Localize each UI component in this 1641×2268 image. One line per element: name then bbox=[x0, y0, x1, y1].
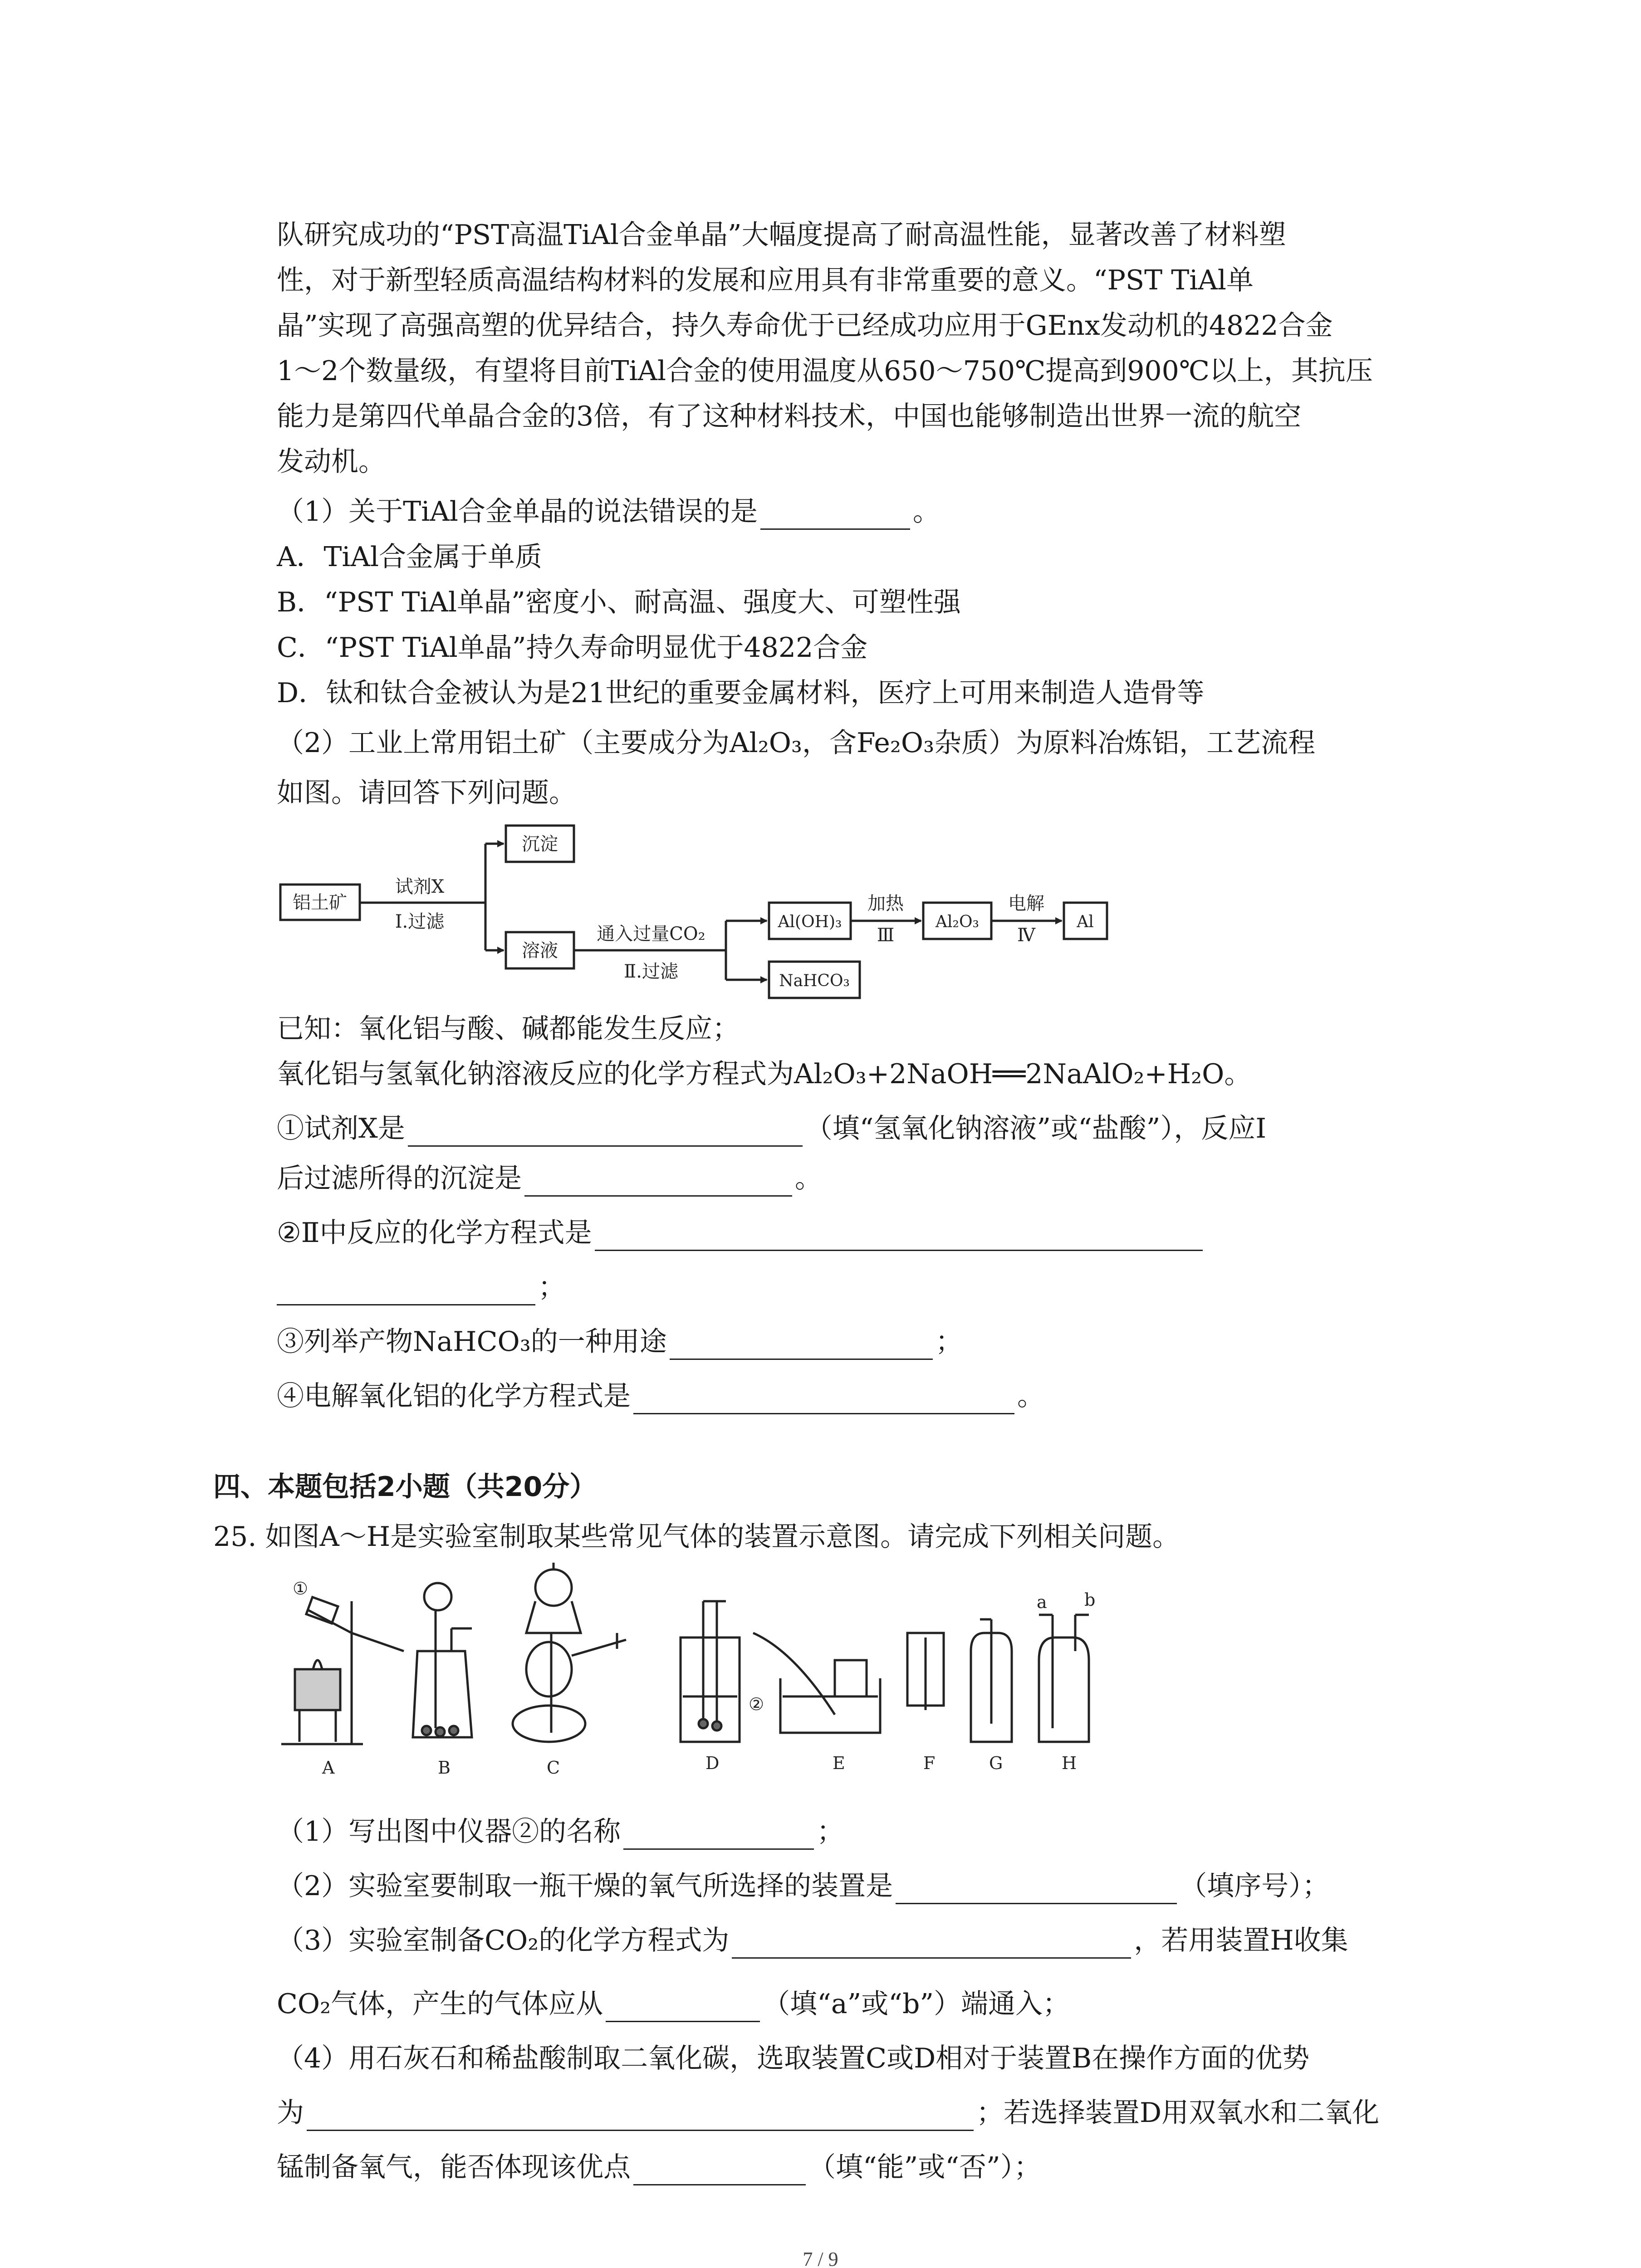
arrow-head bbox=[497, 840, 505, 847]
passage-line-4: 1～2个数量级，有望将目前TiAl合金的使用温度从650～750℃提高到900℃以上，其抗压 bbox=[277, 355, 1373, 387]
q25-part4-text-3: 锰制备氧气，能否体现该优点 bbox=[277, 2151, 631, 2183]
apparatus-label-a: A bbox=[322, 1758, 335, 1778]
apparatus-a bbox=[281, 1597, 404, 1744]
label-aloh3: Al(OH)₃ bbox=[778, 913, 842, 931]
answer-blank-electrolysis[interactable] bbox=[633, 1384, 1014, 1414]
q25-part4-line1: （4）用石灰石和稀盐酸制取二氧化碳，选取装置C或D相对于装置B在操作方面的优势 bbox=[277, 2043, 1310, 2074]
answer-blank-co2-equation[interactable] bbox=[732, 1928, 1131, 1959]
passage-line-1: 队研究成功的“PST高温TiAl合金单晶”大幅度提高了耐高温性能，显著改善了材料塑 bbox=[277, 219, 1286, 251]
page-number: 7 / 9 bbox=[803, 2248, 838, 2268]
q24-part1 bbox=[277, 494, 940, 530]
apparatus-d bbox=[681, 1601, 740, 1742]
apparatus-label-d: D bbox=[705, 1753, 720, 1773]
label-step-3: Ⅲ bbox=[877, 925, 895, 946]
known-line-1: 已知：氧化铝与酸、碱都能发生反应； bbox=[277, 1013, 740, 1045]
label-bauxite: 铝土矿 bbox=[293, 892, 347, 913]
subq-1-text: ①试剂X是 bbox=[277, 1113, 405, 1144]
apparatus-c bbox=[513, 1563, 626, 1742]
known-line-2: 氧化铝与氢氧化钠溶液反应的化学方程式为Al₂O₃+2NaOH══2NaAlO₂+H₂O。 bbox=[277, 1058, 1252, 1090]
q25-part1 bbox=[277, 1813, 844, 1850]
q25-part3-end: ，若用装置H收集 bbox=[1134, 1925, 1348, 1956]
apparatus-label-e: E bbox=[833, 1753, 845, 1773]
port-b-label: b bbox=[1084, 1590, 1096, 1610]
q25-part4-line2 bbox=[277, 2095, 1379, 2131]
apparatus-label-c: C bbox=[547, 1758, 560, 1778]
q25-part3-text-2: CO₂气体，产生的气体应从 bbox=[277, 1988, 603, 2020]
label-al: Al bbox=[1077, 913, 1094, 931]
label-electrolysis: 电解 bbox=[1008, 893, 1044, 914]
apparatus-b bbox=[413, 1583, 472, 1737]
q25-part3-end-2: （填“a”或“b”）端通入； bbox=[763, 1988, 1070, 2020]
apparatus-label-g: G bbox=[989, 1753, 1003, 1773]
subq-3-text: ③列举产物NaHCO₃的一种用途 bbox=[277, 1326, 667, 1358]
passage-line-2: 性，对于新型轻质高温结构材料的发展和应用具有非常重要的意义。“PST TiAl单 bbox=[277, 264, 1254, 296]
answer-blank-dry-oxygen[interactable] bbox=[896, 1874, 1177, 1904]
question-25-stem: 25. 如图A～H是实验室制取某些常见气体的装置示意图。请完成下列相关问题。 bbox=[213, 1521, 1180, 1553]
apparatus-label-b: B bbox=[438, 1758, 451, 1778]
answer-blank-equation-2b[interactable] bbox=[277, 1275, 535, 1305]
label-filter-1: Ⅰ.过滤 bbox=[395, 911, 445, 932]
arrow-head bbox=[1055, 917, 1063, 924]
label-nahco3: NaHCO₃ bbox=[779, 972, 850, 990]
port-a-label: a bbox=[1037, 1592, 1047, 1612]
q25-part4-line3 bbox=[277, 2149, 1041, 2185]
option-c: C．“PST TiAl单晶”持久寿命明显优于4822合金 bbox=[277, 632, 868, 664]
q25-part4-text-2: 为 bbox=[277, 2097, 304, 2129]
label-co2: 通入过量CO₂ bbox=[597, 924, 705, 944]
label-solution: 溶液 bbox=[522, 940, 558, 961]
subq-4-line bbox=[277, 1378, 1044, 1414]
answer-blank-q24-1[interactable] bbox=[760, 499, 910, 530]
apparatus-label-h: H bbox=[1062, 1753, 1077, 1773]
option-b: B．“PST TiAl单晶”密度小、耐高温、强度大、可塑性强 bbox=[277, 587, 961, 618]
option-d: D．钛和钛合金被认为是21世纪的重要金属材料，医疗上可用来制造人造骨等 bbox=[277, 677, 1205, 709]
subq-3-end: ； bbox=[935, 1326, 963, 1358]
q25-part2-end: （填序号）； bbox=[1180, 1870, 1330, 1902]
apparatus-diagram bbox=[272, 1560, 1134, 1787]
option-a: A．TiAl合金属于单质 bbox=[277, 541, 543, 573]
q25-part4-end-3: （填“能”或“否”）； bbox=[808, 2151, 1041, 2183]
apparatus-e bbox=[753, 1633, 880, 1733]
marker-1: ① bbox=[293, 1579, 309, 1598]
label-precipitate: 沉淀 bbox=[522, 834, 558, 855]
subq-4-end: 。 bbox=[1017, 1380, 1044, 1412]
q25-part2-text: （2）实验室要制取一瓶干燥的氧气所选择的装置是 bbox=[277, 1870, 893, 1902]
q24-part1-end: 。 bbox=[912, 496, 940, 528]
arrow-head bbox=[497, 947, 505, 954]
subq-4-text: ④电解氧化铝的化学方程式是 bbox=[277, 1380, 631, 1412]
subq-1-end: 。 bbox=[795, 1163, 822, 1194]
q25-part4-end-2: ；若选择装置D用双氧水和二氧化 bbox=[976, 2097, 1380, 2129]
marker-2: ② bbox=[749, 1694, 764, 1714]
subq-1-line1 bbox=[277, 1110, 1266, 1147]
answer-blank-reagent-x[interactable] bbox=[408, 1116, 803, 1147]
arrow-head bbox=[760, 917, 768, 924]
answer-blank-yes-no[interactable] bbox=[633, 2155, 806, 2185]
q25-part3-line2 bbox=[277, 1986, 1070, 2022]
answer-blank-instrument-2[interactable] bbox=[623, 1819, 814, 1850]
label-heat: 加热 bbox=[867, 893, 904, 914]
answer-blank-nahco3-use[interactable] bbox=[670, 1330, 933, 1360]
subq-2-end: ； bbox=[538, 1271, 565, 1303]
process-flow-diagram bbox=[272, 816, 1134, 1021]
answer-blank-precipitate[interactable] bbox=[524, 1166, 792, 1197]
q25-part3-line1 bbox=[277, 1922, 1348, 1959]
q25-part3-text: （3）实验室制备CO₂的化学方程式为 bbox=[277, 1925, 730, 1956]
subq-1-line2 bbox=[277, 1160, 822, 1197]
passage-line-5: 能力是第四代单晶合金的3倍，有了这种材料技术，中国也能够制造出世界一流的航空 bbox=[277, 401, 1302, 432]
label-al2o3: Al₂O₃ bbox=[936, 913, 979, 931]
q24-part2-line2: 如图。请回答下列问题。 bbox=[277, 777, 576, 809]
q24-part1-text: （1）关于TiAl合金单晶的说法错误的是 bbox=[277, 496, 758, 528]
arrow-head bbox=[760, 976, 768, 983]
q25-part2 bbox=[277, 1868, 1329, 1904]
label-reagent-x: 试剂X bbox=[395, 876, 445, 897]
q25-part1-end: ； bbox=[817, 1816, 844, 1848]
q24-part2-line1: （2）工业上常用铝土矿（主要成分为Al₂O₃，含Fe₂O₃杂质）为原料冶炼铝，工艺流程 bbox=[277, 727, 1316, 759]
answer-blank-port[interactable] bbox=[606, 1992, 760, 2022]
subq-2-line2 bbox=[277, 1269, 565, 1305]
subq-3-line bbox=[277, 1324, 963, 1360]
answer-blank-advantage[interactable] bbox=[307, 2101, 974, 2131]
passage-line-6: 发动机。 bbox=[277, 446, 386, 478]
arrow-head bbox=[915, 917, 922, 924]
passage-line-3: 晶”实现了高强高塑的优异结合，持久寿命优于已经成功应用于GEnx发动机的4822合金 bbox=[277, 310, 1333, 342]
subq-2-line1 bbox=[277, 1215, 1205, 1251]
answer-blank-equation-2a[interactable] bbox=[595, 1221, 1203, 1251]
label-filter-2: Ⅱ.过滤 bbox=[624, 961, 678, 982]
subq-1-text-2: 后过滤所得的沉淀是 bbox=[277, 1163, 522, 1194]
apparatus-g bbox=[971, 1619, 1012, 1742]
subq-1-hint: （填“氢氧化钠溶液”或“盐酸”），反应Ⅰ bbox=[805, 1113, 1267, 1144]
label-step-4: Ⅳ bbox=[1017, 925, 1035, 946]
apparatus-f bbox=[907, 1633, 944, 1710]
subq-2-text: ②Ⅱ中反应的化学方程式是 bbox=[277, 1217, 592, 1249]
apparatus-h bbox=[1039, 1615, 1089, 1742]
apparatus-label-f: F bbox=[923, 1753, 936, 1773]
q25-part1-text: （1）写出图中仪器②的名称 bbox=[277, 1816, 621, 1848]
section-title: 四、本题包括2小题（共20分） bbox=[213, 1471, 597, 1503]
